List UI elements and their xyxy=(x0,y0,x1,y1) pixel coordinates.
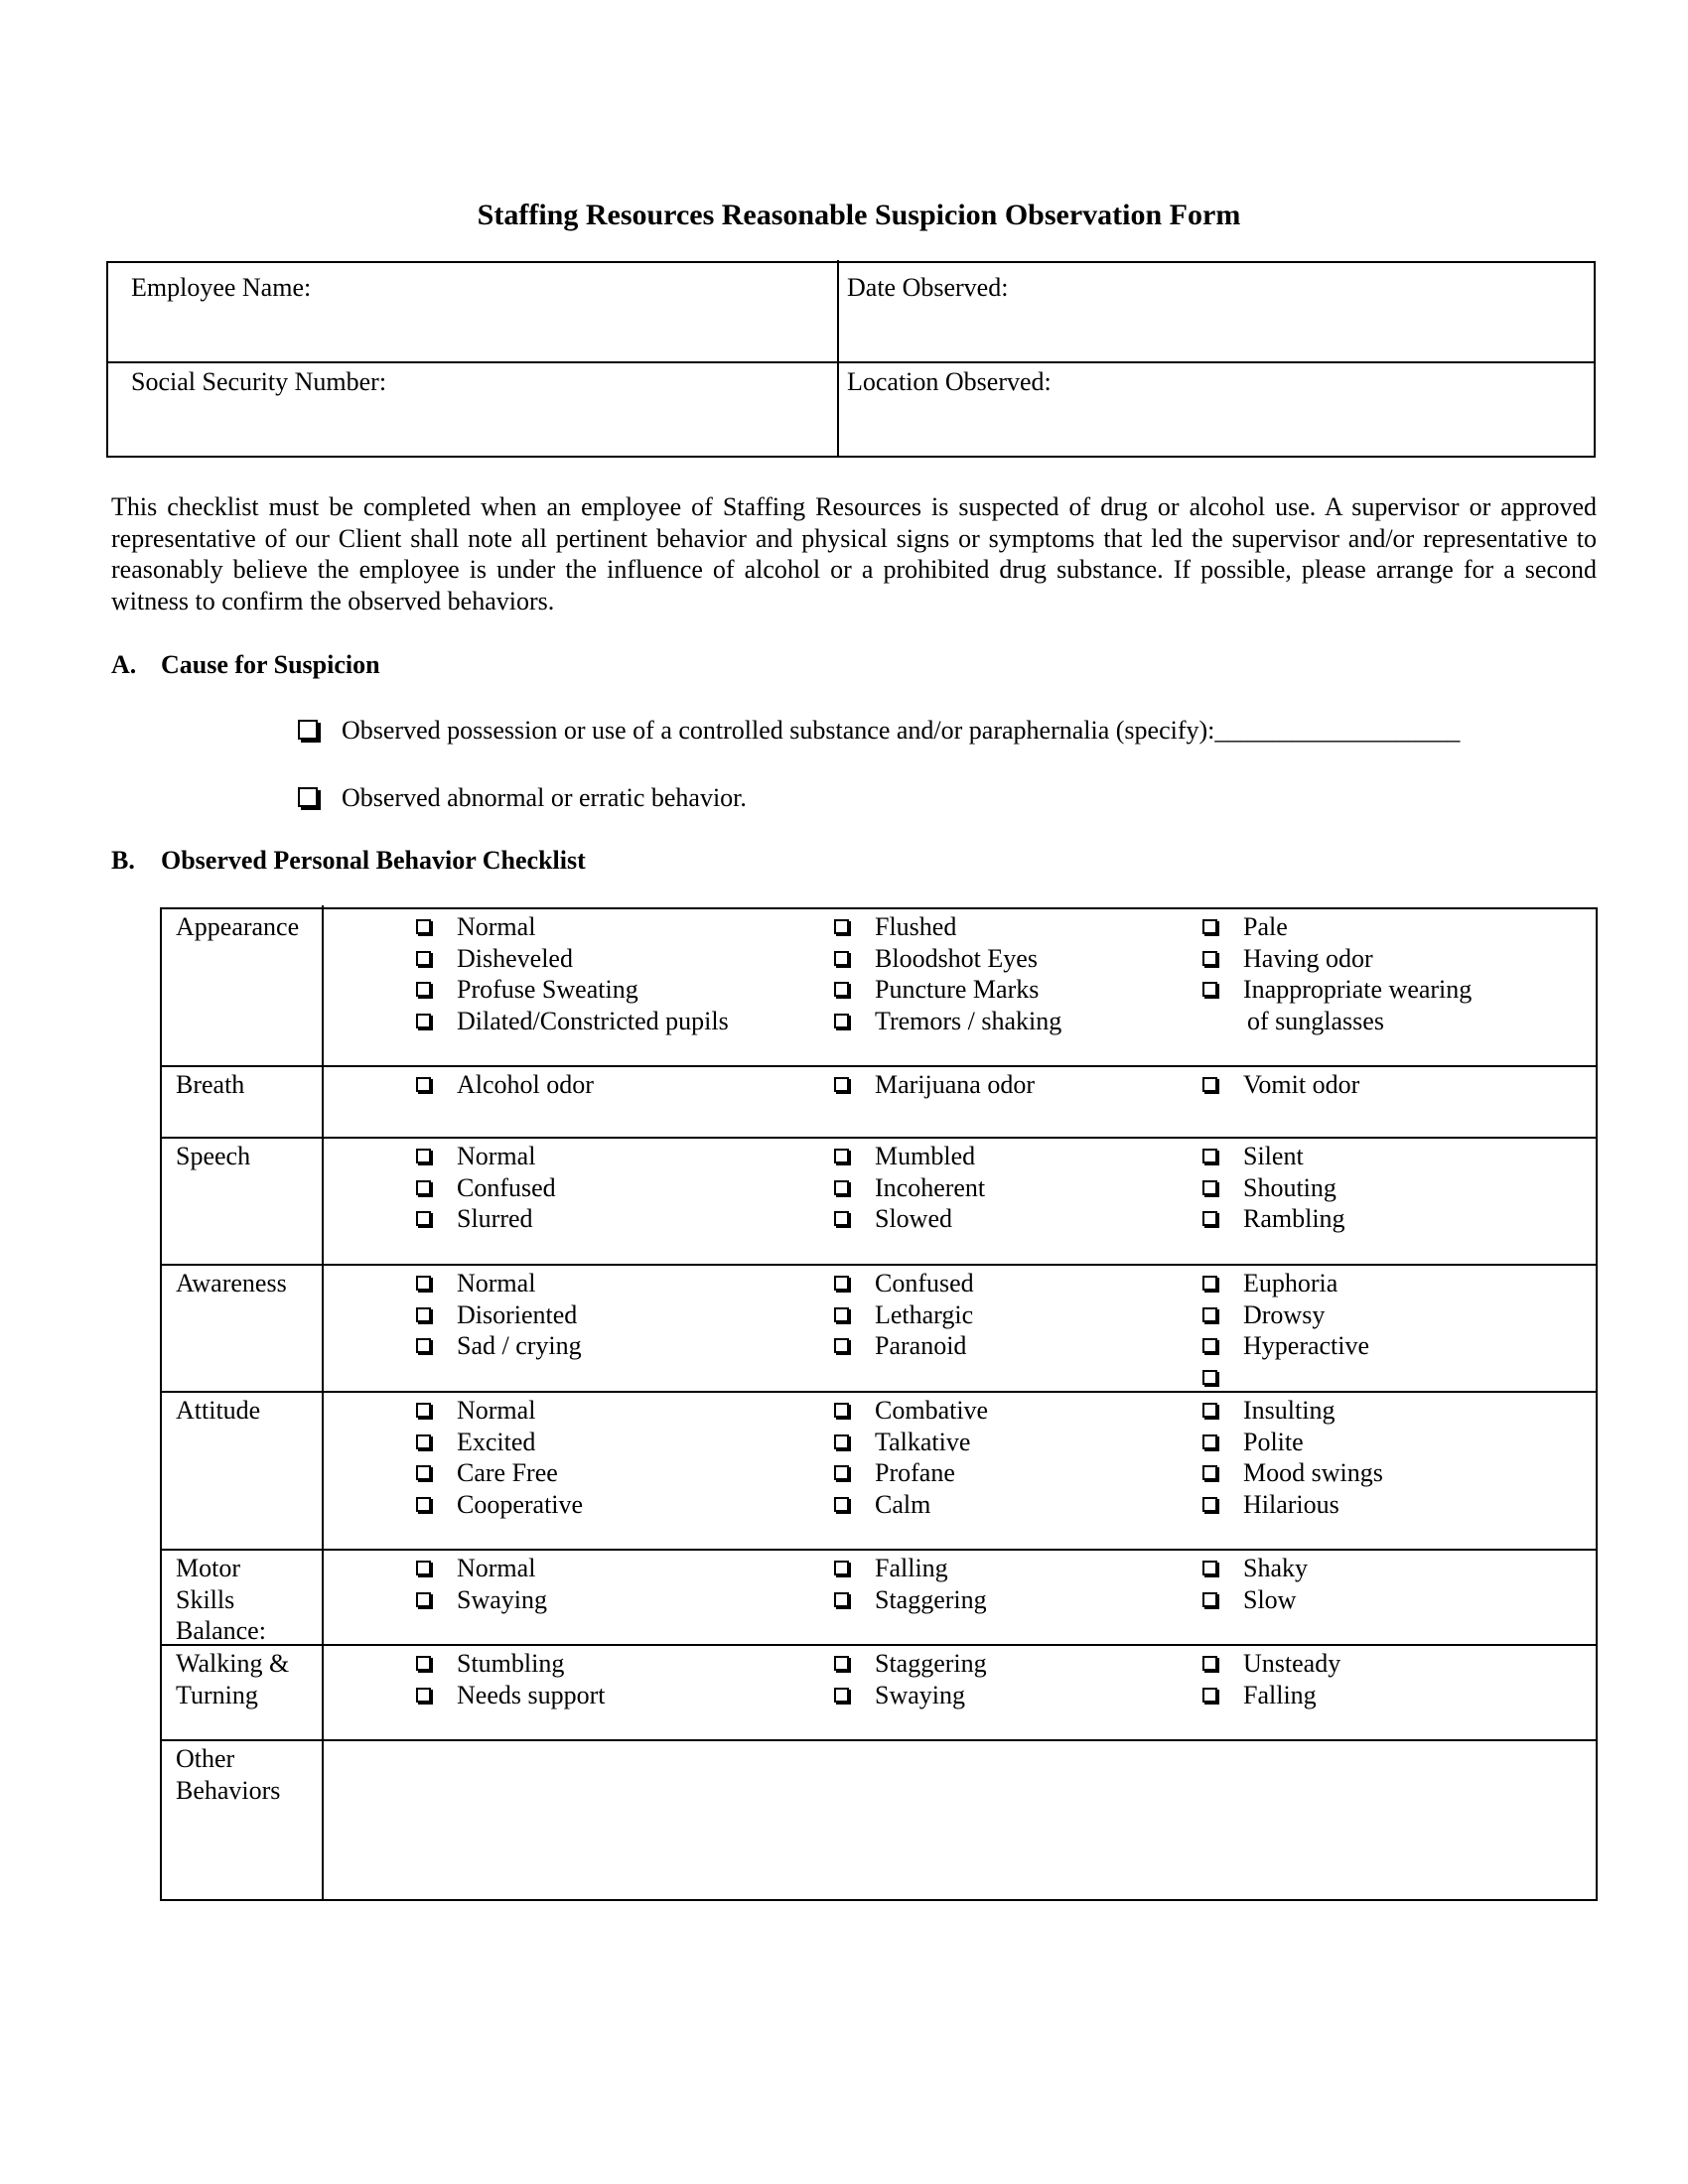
divider xyxy=(322,1063,324,1137)
item-label: Falling xyxy=(1243,1680,1317,1709)
checkbox[interactable] xyxy=(416,1338,431,1353)
divider xyxy=(322,1262,324,1391)
item-label: Inappropriate wearing xyxy=(1243,975,1473,1005)
checklist-row xyxy=(162,1393,1596,1551)
checkbox[interactable] xyxy=(834,1307,849,1322)
checklist-row xyxy=(162,1646,1596,1741)
item-label: Swaying xyxy=(875,1680,965,1709)
checkbox[interactable] xyxy=(416,1149,431,1163)
row-label: Attitude xyxy=(176,1396,261,1425)
checkbox[interactable] xyxy=(1202,1561,1217,1575)
item-label: Normal xyxy=(457,1396,536,1425)
cause-label: Observed possession or use of a controlled substance and/or paraphernalia (specify):___________________ xyxy=(342,716,1461,745)
checkbox[interactable] xyxy=(1202,1077,1217,1092)
item-label: Vomit odor xyxy=(1243,1070,1360,1099)
checklist-row xyxy=(162,909,1596,1067)
section-letter: B. xyxy=(111,846,135,875)
item-label: Slurred xyxy=(457,1204,533,1234)
item-label: Normal xyxy=(457,1269,536,1297)
checkbox[interactable] xyxy=(416,951,431,966)
cause-label: Observed abnormal or erratic behavior. xyxy=(342,783,747,812)
location-observed-field[interactable]: Location Observed: xyxy=(847,367,1052,396)
item-label-continued: of sunglasses xyxy=(1247,1006,1384,1035)
divider xyxy=(322,1135,324,1264)
item-label: Having odor xyxy=(1243,943,1373,973)
item-label: Hyperactive xyxy=(1243,1331,1370,1361)
checkbox[interactable] xyxy=(416,1077,431,1092)
item-label: Needs support xyxy=(457,1680,606,1709)
item-label: Profuse Sweating xyxy=(457,975,638,1005)
checkbox[interactable] xyxy=(1202,919,1217,934)
checkbox[interactable] xyxy=(298,787,318,807)
divider xyxy=(322,1389,324,1549)
item-label: Dilated/Constricted pupils xyxy=(457,1006,729,1035)
item-label: Slow xyxy=(1243,1584,1297,1614)
checkbox[interactable] xyxy=(834,1434,849,1449)
item-label: Lethargic xyxy=(875,1299,974,1329)
checkbox[interactable] xyxy=(834,1656,849,1671)
checkbox[interactable] xyxy=(1202,1338,1217,1353)
checkbox[interactable] xyxy=(834,1338,849,1353)
item-label: Euphoria xyxy=(1243,1269,1338,1297)
checkbox[interactable] xyxy=(416,1434,431,1449)
item-label: Tremors / shaking xyxy=(875,1006,1062,1035)
item-label: Polite xyxy=(1243,1427,1304,1456)
checklist-row xyxy=(162,1741,1596,1899)
divider xyxy=(837,260,839,456)
item-label: Confused xyxy=(875,1269,974,1297)
item-label: Calm xyxy=(875,1489,931,1519)
checkbox[interactable] xyxy=(1202,1149,1217,1163)
date-observed-field[interactable]: Date Observed: xyxy=(847,273,1009,302)
divider xyxy=(322,905,324,1065)
item-label: Alcohol odor xyxy=(457,1070,594,1099)
section-title: Observed Personal Behavior Checklist xyxy=(161,846,586,875)
checkbox[interactable] xyxy=(1202,1403,1217,1418)
checkbox[interactable] xyxy=(834,1014,849,1028)
checkbox[interactable] xyxy=(416,919,431,934)
employee-name-field[interactable]: Employee Name: xyxy=(131,273,312,302)
item-label: Shouting xyxy=(1243,1172,1336,1202)
item-label: Disoriented xyxy=(457,1299,578,1329)
item-label: Rambling xyxy=(1243,1204,1345,1234)
item-label: Mood swings xyxy=(1243,1458,1383,1488)
checkbox[interactable] xyxy=(1202,1211,1217,1226)
checkbox[interactable] xyxy=(1202,951,1217,966)
item-label: Drowsy xyxy=(1243,1299,1326,1329)
item-label: Stumbling xyxy=(457,1649,565,1678)
row-label: Breath xyxy=(176,1070,245,1099)
item-label: Sad / crying xyxy=(457,1331,582,1361)
ssn-field[interactable]: Social Security Number: xyxy=(131,367,387,396)
cause-item-behavior[interactable] xyxy=(298,783,747,813)
item-label: Disheveled xyxy=(457,943,573,973)
section-b-heading xyxy=(111,846,586,876)
divider xyxy=(322,1642,324,1739)
item-label: Confused xyxy=(457,1172,556,1202)
item-label: Normal xyxy=(457,912,536,941)
item-label: Paranoid xyxy=(875,1331,967,1361)
cause-item-possession[interactable] xyxy=(298,716,1460,746)
row-label: Motor Skills Balance: xyxy=(176,1554,266,1646)
checkbox[interactable] xyxy=(416,1014,431,1028)
item-label: Mumbled xyxy=(875,1142,976,1170)
item-label: Flushed xyxy=(875,912,957,941)
section-title: Cause for Suspicion xyxy=(161,650,380,679)
checkbox[interactable] xyxy=(834,982,849,997)
checkbox[interactable] xyxy=(1202,1592,1217,1607)
behavior-checklist-table xyxy=(160,907,1598,1901)
checkbox[interactable] xyxy=(416,1465,431,1480)
checkbox[interactable] xyxy=(416,1276,431,1291)
row-label: Awareness xyxy=(176,1269,287,1297)
checkbox[interactable] xyxy=(834,1688,849,1703)
checklist-row xyxy=(162,1067,1596,1139)
item-label: Staggering xyxy=(875,1649,987,1678)
section-letter: A. xyxy=(111,650,137,679)
item-label: Profane xyxy=(875,1458,955,1488)
checkbox[interactable] xyxy=(1202,1434,1217,1449)
employee-info-table xyxy=(106,261,1596,458)
row-label: Appearance xyxy=(176,912,300,941)
item-label: Combative xyxy=(875,1396,989,1425)
checkbox[interactable] xyxy=(834,1497,849,1512)
checkbox[interactable] xyxy=(834,1403,849,1418)
checkbox[interactable] xyxy=(834,1180,849,1195)
checkbox[interactable] xyxy=(416,982,431,997)
checkbox[interactable] xyxy=(416,1307,431,1322)
item-label: Hilarious xyxy=(1243,1489,1339,1519)
item-label: Talkative xyxy=(875,1427,971,1456)
checkbox[interactable] xyxy=(416,1497,431,1512)
checkbox[interactable] xyxy=(1202,1497,1217,1512)
checkbox[interactable] xyxy=(834,1465,849,1480)
checkbox[interactable] xyxy=(1202,1370,1217,1385)
checkbox[interactable] xyxy=(834,919,849,934)
form-title: Staffing Resources Reasonable Suspicion Observation Form xyxy=(477,199,1241,231)
checkbox[interactable] xyxy=(834,1149,849,1163)
item-label: Marijuana odor xyxy=(875,1070,1036,1099)
item-label: Swaying xyxy=(457,1584,547,1614)
divider xyxy=(322,1737,324,1899)
checkbox[interactable] xyxy=(416,1656,431,1671)
item-label: Normal xyxy=(457,1142,536,1170)
item-label: Incoherent xyxy=(875,1172,986,1202)
row-label: Walking & Turning xyxy=(176,1649,290,1709)
checkbox[interactable] xyxy=(834,951,849,966)
checkbox[interactable] xyxy=(416,1561,431,1575)
checkbox[interactable] xyxy=(834,1077,849,1092)
checkbox[interactable] xyxy=(416,1592,431,1607)
checkbox[interactable] xyxy=(416,1180,431,1195)
checkbox[interactable] xyxy=(1202,982,1217,997)
item-label: Staggering xyxy=(875,1584,987,1614)
item-label: Bloodshot Eyes xyxy=(875,943,1038,973)
checkbox[interactable] xyxy=(298,720,318,740)
item-label: Cooperative xyxy=(457,1489,584,1519)
divider xyxy=(108,361,1594,363)
item-label: Silent xyxy=(1243,1142,1304,1170)
instructions-paragraph: This checklist must be completed when an employee of Staffing Resources is suspected of drug or alcohol use. A supervisor or approved representative of our Client shall note all pertinent behavior and physical signs or symptoms that led the supervisor and/or representative to reasonably believe the employee is under the influence of alcohol or a prohibited drug substance. If possible, please arrange for a second witness to confirm the observed behaviors. xyxy=(111,492,1597,615)
divider xyxy=(322,1547,324,1644)
checkbox[interactable] xyxy=(416,1403,431,1418)
item-label: Slowed xyxy=(875,1204,952,1234)
row-label: Speech xyxy=(176,1142,251,1170)
checkbox[interactable] xyxy=(1202,1276,1217,1291)
checkbox[interactable] xyxy=(834,1211,849,1226)
checkbox[interactable] xyxy=(1202,1465,1217,1480)
checkbox[interactable] xyxy=(834,1592,849,1607)
item-label: Pale xyxy=(1243,912,1288,941)
checkbox[interactable] xyxy=(1202,1688,1217,1703)
checkbox[interactable] xyxy=(834,1276,849,1291)
item-label: Falling xyxy=(875,1554,948,1582)
checkbox[interactable] xyxy=(1202,1180,1217,1195)
row-label: Other Behaviors xyxy=(176,1744,281,1805)
item-label: Normal xyxy=(457,1554,536,1582)
item-label: Shaky xyxy=(1243,1554,1308,1582)
section-a-heading xyxy=(111,650,380,680)
checkbox[interactable] xyxy=(1202,1307,1217,1322)
item-label: Insulting xyxy=(1243,1396,1336,1425)
item-label: Puncture Marks xyxy=(875,975,1040,1005)
item-label: Unsteady xyxy=(1243,1649,1341,1678)
checklist-row xyxy=(162,1551,1596,1646)
checklist-row xyxy=(162,1266,1596,1393)
item-label: Care Free xyxy=(457,1458,558,1488)
checkbox[interactable] xyxy=(416,1688,431,1703)
checkbox[interactable] xyxy=(834,1561,849,1575)
item-label: Excited xyxy=(457,1427,536,1456)
checkbox[interactable] xyxy=(416,1211,431,1226)
checklist-row xyxy=(162,1139,1596,1266)
checkbox[interactable] xyxy=(1202,1656,1217,1671)
